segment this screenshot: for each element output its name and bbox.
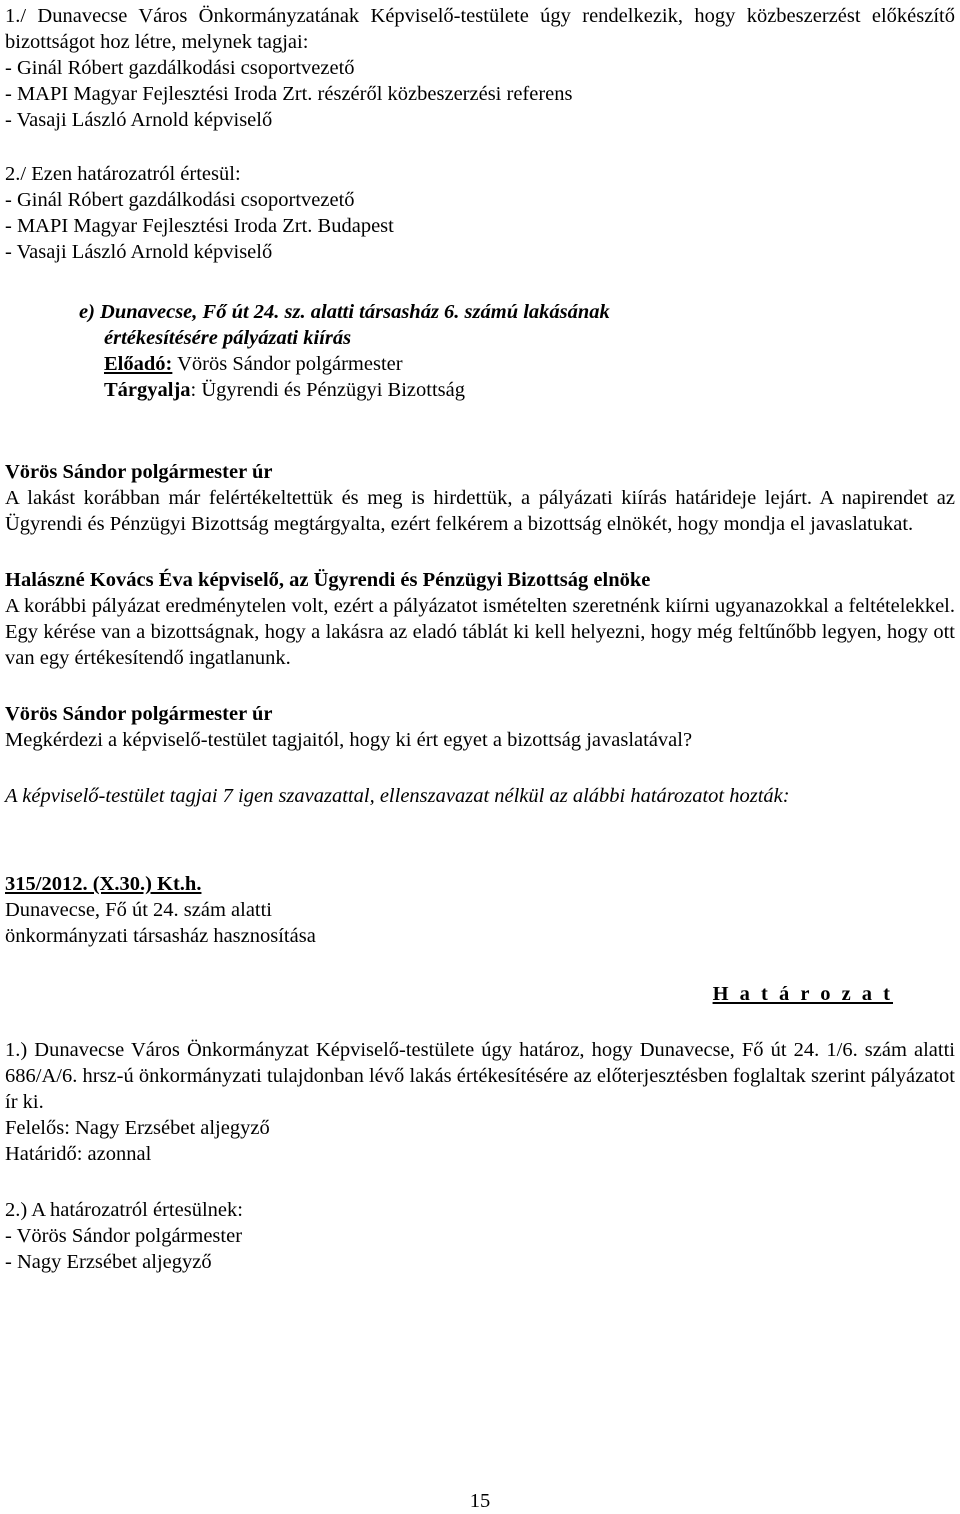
resolution-point-2-intro: 2.) A határozatról értesülnek: bbox=[5, 1199, 243, 1221]
section2-intro: 2./ Ezen határozatról értesül: bbox=[5, 163, 241, 185]
resolution-recipient: - Vörös Sándor polgármester bbox=[5, 1225, 243, 1247]
resolution-subject: önkormányzati társasház hasznosítása bbox=[5, 925, 316, 947]
discussed-committee: : Ügyrendi és Pénzügyi Bizottság bbox=[190, 379, 465, 401]
section1-member: - Vasaji László Arnold képviselő bbox=[5, 109, 273, 131]
document-page bbox=[5, 3, 955, 1275]
speaker-name: Vörös Sándor polgármester úr bbox=[5, 461, 273, 483]
presenter-name: Vörös Sándor polgármester bbox=[172, 353, 403, 375]
page-number: 15 bbox=[469, 1490, 491, 1512]
speech-text: A lakást korábban már felértékeltettük és meg is hirdettük, a pályázati kiírás határideje lejárt. A napirendet az Ügyrendi és Pénzügyi Bizottság megtárgyalta, ezért felkérem a bizottság elnökét, hogy mondja el javaslatukat. bbox=[5, 487, 955, 535]
speech-text: Megkérdezi a képviselő-testület tagjaitól, hogy ki ért egyet a bizottság javaslatával? bbox=[5, 729, 693, 751]
section2-recipient: - Vasaji László Arnold képviselő bbox=[5, 241, 273, 263]
speech-text: A korábbi pályázat eredménytelen volt, ezért a pályázatot ismételten szeretnénk kiírni ugyanazokkal a feltételekkel. Egy kérése van a bizottságnak, hogy a lakásra az eladó táblát ki kell helyezni, hogy még feltűnőbb legyen, hogy ott van egy értékesítendő ingatlanunk. bbox=[5, 595, 955, 669]
agenda-discussed bbox=[104, 377, 955, 403]
speaker-name: Vörös Sándor polgármester úr bbox=[5, 703, 273, 725]
agenda-title-line2: értékesítésére pályázati kiírás bbox=[104, 327, 352, 349]
section1-intro: 1./ Dunavecse Város Önkormányzatának Képviselő-testülete úgy rendelkezik, hogy közbeszerzést előkészítő bizottságot hoz létre, melynek tagjai: bbox=[5, 5, 955, 53]
resolution-deadline: Határidő: azonnal bbox=[5, 1143, 152, 1165]
section1-member: - Ginál Róbert gazdálkodási csoportvezető bbox=[5, 57, 355, 79]
vote-result: A képviselő-testület tagjai 7 igen szavazattal, ellenszavazat nélkül az alábbi határozatot hozták: bbox=[5, 785, 790, 807]
agenda-title-line1: e) Dunavecse, Fő út 24. sz. alatti társasház 6. számú lakásának bbox=[79, 301, 610, 323]
section2-recipient: - MAPI Magyar Fejlesztési Iroda Zrt. Budapest bbox=[5, 215, 394, 237]
discussed-label: Tárgyalja bbox=[104, 379, 191, 401]
speaker-name: Halászné Kovács Éva képviselő, az Ügyrendi és Pénzügyi Bizottság elnöke bbox=[5, 569, 651, 591]
resolution-heading: H a t á r o z a t bbox=[712, 983, 893, 1005]
resolution-number: 315/2012. (X.30.) Kt.h. bbox=[5, 873, 202, 895]
presenter-label: Előadó: bbox=[104, 353, 173, 375]
resolution-recipient: - Nagy Erzsébet aljegyző bbox=[5, 1251, 212, 1273]
resolution-point-1: 1.) Dunavecse Város Önkormányzat Képviselő-testülete úgy határoz, hogy Dunavecse, Fő út 24. 1/6. szám alatti 686/A/6. hrsz-ú önkormányzati tulajdonban lévő lakás értékesítésére az előterjesztésben foglaltak szerint pályázatot ír ki. bbox=[5, 1039, 955, 1113]
section1-member: - MAPI Magyar Fejlesztési Iroda Zrt. részéről közbeszerzési referens bbox=[5, 83, 573, 105]
section2-recipient: - Ginál Róbert gazdálkodási csoportvezető bbox=[5, 189, 355, 211]
resolution-responsible: Felelős: Nagy Erzsébet aljegyző bbox=[5, 1117, 270, 1139]
resolution-subject: Dunavecse, Fő út 24. szám alatti bbox=[5, 899, 273, 921]
agenda-presenter bbox=[104, 351, 955, 377]
